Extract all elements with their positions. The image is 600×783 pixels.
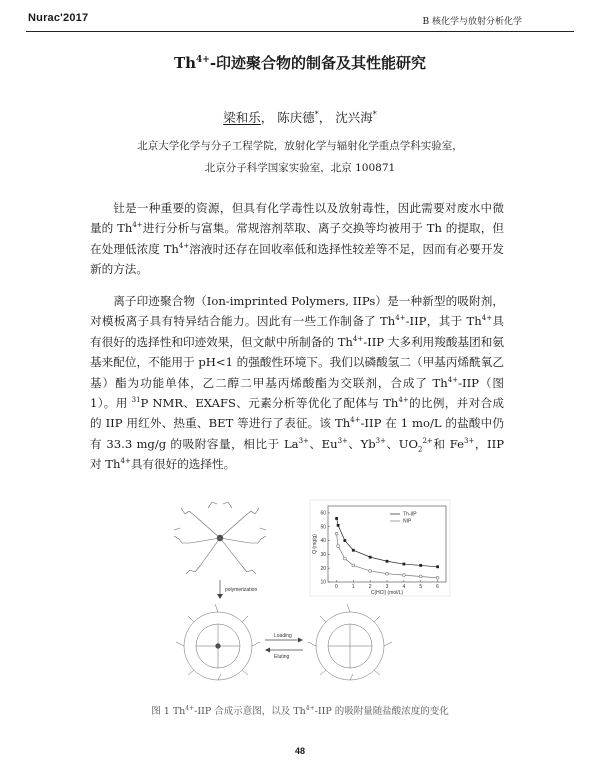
x-tick-label: 0 (335, 584, 338, 590)
y-tick-label: 10 (320, 579, 326, 586)
x-tick-label: 2 (368, 584, 372, 590)
monomer-complex-illustration (174, 502, 266, 574)
paper-title: $Th^{4+}-$印迹聚合物的制备及其性能研究 (173, 54, 427, 72)
legend-label: Th-IIP (403, 511, 417, 518)
header-divider (26, 31, 574, 32)
data-point (436, 576, 439, 579)
data-point (419, 564, 422, 567)
author-name: 梁和乐 (223, 110, 261, 125)
y-tick-label: 30 (320, 551, 326, 558)
data-point (343, 539, 346, 542)
polymer-network-left (176, 604, 260, 680)
data-point (386, 560, 389, 563)
author-name: 沈兴海 (335, 110, 373, 125)
y-axis-label: Q (mg/g) (312, 534, 318, 554)
polymerization-arrow (217, 580, 257, 599)
journal-name: Nurac'2017 (28, 12, 89, 24)
data-point (402, 574, 405, 577)
figure-caption: 图 1 $Th^{4+}$-IIP 合成示意图，以及 $Th^{4+}$-IIP 的吸附量随盐酸浓度的变化 (151, 704, 449, 717)
body-paragraph-2: 离子印迹聚合物（Ion-imprinted Polymers, IIPs）是一种新型的吸附剂，对模板离子具有特异结合能力。因此有一些工作制备了 $Th^{4+}$-IIP，其于 $Th^{4+}$具有很好的选择性和印迹效果，但文献中所制备的 $Th^{4+}$-IIP 大多利用羧酸基团和氨基来配位，不能用于 pH<1 的强酸性环境下。我们以磷酸氢二（甲基丙烯酰氧乙基）酯为功能单体，乙二醇二甲基丙烯酸酯为交联剂，合成了 $Th^{4+}-IIP$（图 1）。用 $^{31}$P NMR、EXAFS、元素分析等优化了配体与 $Th^{4+}$的比例，并对合成的 IIP 用红外、热重、BET 等进行了表征。该 $Th^{4+}$-IIP 在 1 mo/L 的盐酸中仍有 33.3 mg/g 的吸附容量，相比于 $La^{3+}$、$Eu^{3+}$、$Yb^{3+}$、$UO_2^{2+}$和 $Fe^{3+}$，IIP 对 $Th^{4+}$具有很好的选择性。 (90, 294, 505, 472)
y-tick-label: 40 (320, 538, 326, 545)
author-name: 陈庆德 (277, 110, 315, 125)
data-point (386, 572, 389, 575)
figure-1 (150, 498, 458, 684)
polymer-network-right (308, 604, 392, 680)
chart-frame (328, 506, 446, 582)
y-tick-label: 20 (320, 565, 326, 572)
legend-label: NIP (403, 518, 412, 525)
affiliation-line-1: 北京大学化学与分子工程学院，放射化学与辐射化学重点学科实验室， (137, 140, 463, 152)
data-point (402, 563, 405, 566)
x-tick-label: 3 (385, 584, 389, 590)
x-tick-label: 5 (419, 584, 423, 590)
affiliation-line-2: 北京分子科学国家实验室，北京 100871 (204, 162, 396, 174)
data-point (419, 575, 422, 578)
data-point (352, 549, 355, 552)
section-title: B 核化学与放射分析化学 (422, 17, 522, 27)
data-point (335, 517, 338, 520)
author-list: 梁和乐， 陈庆德*， 沈兴海* (223, 109, 377, 125)
eluting-label: Eluting (274, 654, 290, 660)
y-tick-label: 60 (320, 510, 326, 517)
data-point (337, 524, 340, 527)
series-line-1 (337, 518, 438, 566)
loading-label: Loading (274, 633, 292, 639)
x-tick-label: 4 (402, 584, 406, 590)
x-tick-label: 1 (351, 584, 355, 590)
loading-eluting-arrows (265, 633, 303, 660)
data-point (369, 556, 372, 559)
polymerization-label: polymerization (225, 587, 258, 593)
x-tick-label: 6 (436, 584, 439, 590)
adsorption-chart (310, 500, 450, 596)
data-point (337, 545, 340, 548)
data-point (369, 570, 372, 573)
data-point (343, 557, 346, 560)
page-number: 48 (294, 746, 305, 756)
data-point (352, 564, 355, 567)
data-point (436, 565, 439, 568)
x-axis-label: C(HCl) (mol/L) (370, 590, 404, 596)
data-point (335, 532, 338, 535)
y-tick-label: 50 (320, 524, 326, 531)
body-paragraph-1: 钍是一种重要的资源，但具有化学毒性以及放射毒性，因此需要对废水中微量的 $Th^{4+}$进行分析与富集。常规溶剂萃取、离子交换等均被用于 Th 的提取，但在处理低浓度 $Th^{4+}$溶液时还存在回收率低和选择性较差等不足，因而有必要开发新的方法。 (90, 201, 504, 277)
series-line-2 (337, 534, 438, 578)
